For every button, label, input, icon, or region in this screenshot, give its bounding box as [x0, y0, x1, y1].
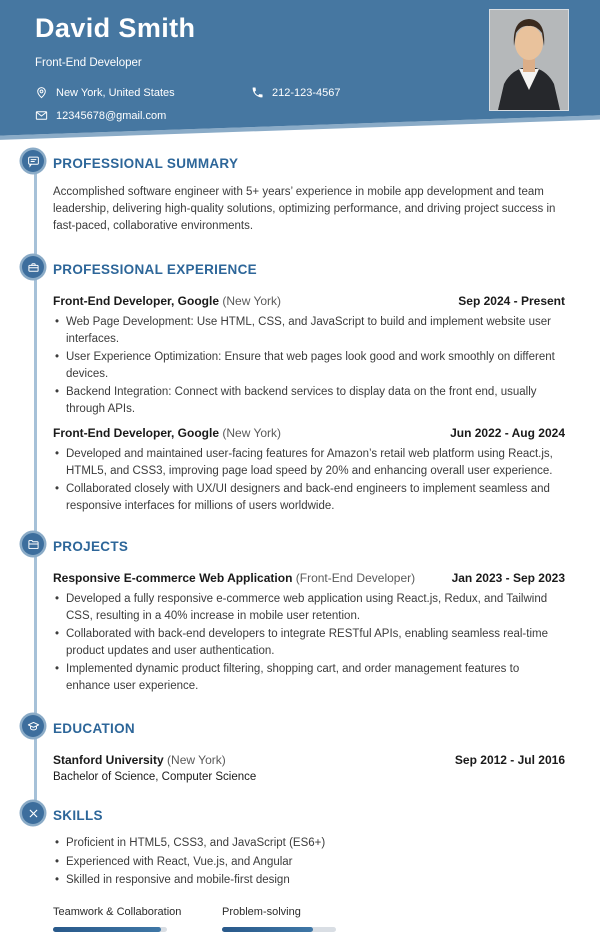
job-title: Front-End Developer [35, 57, 142, 69]
skill-label: Problem-solving [222, 905, 301, 918]
job-header: Front-End Developer, Google (New York) [53, 294, 282, 308]
job-bullets [53, 314, 565, 417]
section-title: PROFESSIONAL SUMMARY [53, 156, 239, 171]
school-header: Stanford University (New York) [53, 753, 226, 767]
project-entry [53, 571, 565, 694]
email-text: 12345678@gmail.com [56, 109, 167, 122]
skill-bar [222, 906, 336, 932]
education-dates: Sep 2012 - Jul 2016 [454, 753, 565, 767]
skill-fill [222, 927, 313, 932]
experience-entry [53, 294, 565, 417]
project-header: Responsive E-commerce Web Application (Front-End Developer) [53, 571, 416, 585]
section-skills-header [53, 808, 565, 823]
email-row [35, 109, 251, 122]
section-summary-header [53, 156, 565, 171]
bullet: • Developed and maintained user-facing features for Amazon’s retail web platform using React.js, HTML5, and CSS3, improving page load speed by 20% and enhancing overall user experience. [53, 446, 565, 479]
job-dates: Sep 2024 - Present [458, 294, 565, 308]
bullet: • Implemented dynamic product filtering, shopping cart, and order management features to enhance user experience. [53, 661, 565, 694]
bullet: • Collaborated with back-end developers to integrate RESTful APIs, enabling seamless real-time product updates and user authentication. [53, 626, 565, 659]
summary-text: Accomplished software engineer with 5+ years’ experience in mobile app development and team leadership, delivering high-quality solutions, optimizing performance, and driving project success in fast-paced, collaborative environments. [53, 186, 556, 232]
bullet: • Web Page Development: Use HTML, CSS, and JavaScript to build and implement website user interfaces. [53, 314, 565, 347]
project-bullets [53, 591, 565, 694]
folder-icon [22, 533, 44, 555]
profile-photo [490, 10, 568, 110]
section-title: SKILLS [53, 808, 103, 823]
skill-track [53, 927, 167, 932]
phone-row [251, 86, 341, 99]
location-pin-icon [35, 86, 48, 99]
briefcase-icon [22, 256, 44, 278]
resume-body [53, 150, 565, 932]
skills-bullets [53, 835, 565, 889]
section-title: EDUCATION [53, 721, 135, 736]
envelope-icon [35, 109, 48, 122]
contact-info [35, 86, 341, 122]
location-row [35, 86, 251, 99]
section-experience-header [53, 262, 565, 277]
bullet: • Experienced with React, Vue.js, and Angular [53, 854, 565, 871]
bullet: • Skilled in responsive and mobile-first design [53, 872, 565, 889]
location-text: New York, United States [56, 86, 175, 99]
bullet: • Proficient in HTML5, CSS3, and JavaScript (ES6+) [53, 835, 565, 852]
job-dates: Jun 2022 - Aug 2024 [450, 426, 565, 440]
skill-track [222, 927, 336, 932]
skill-label: Teamwork & Collaboration [53, 905, 182, 918]
degree: Bachelor of Science, Computer Science [53, 771, 257, 783]
job-header: Front-End Developer, Google (New York) [53, 426, 282, 440]
section-title: PROJECTS [53, 539, 129, 554]
skill-bars [53, 906, 565, 932]
skill-fill [53, 927, 161, 932]
name: David Smith [35, 13, 196, 43]
comment-icon [22, 150, 44, 172]
education-entry [53, 753, 565, 783]
bullet: • User Experience Optimization: Ensure that web pages look good and work smoothly on different devices. [53, 349, 565, 382]
section-education-header [53, 721, 565, 736]
bullet: • Backend Integration: Connect with backend services to display data on the front end, usually through APIs. [53, 384, 565, 417]
skill-bar [53, 905, 182, 932]
bullet: • Collaborated closely with UX/UI designers and back-end engineers to implement seamless and responsive interfaces for millions of users worldwide. [53, 481, 565, 514]
phone-text: 212-123-4567 [272, 86, 341, 99]
section-title: PROFESSIONAL EXPERIENCE [53, 262, 257, 277]
graduation-cap-icon [22, 715, 44, 737]
bullet: • Developed a fully responsive e-commerce web application using React.js, Redux, and Tailwind CSS, resulting in a 40% increase in mobile user retention. [53, 591, 565, 624]
phone-icon [251, 86, 264, 99]
header [0, 0, 600, 145]
job-bullets [53, 446, 565, 514]
section-projects-header [53, 539, 565, 554]
experience-entry [53, 426, 565, 514]
crossed-tools-icon [22, 802, 44, 824]
project-dates: Jan 2023 - Sep 2023 [451, 571, 565, 585]
